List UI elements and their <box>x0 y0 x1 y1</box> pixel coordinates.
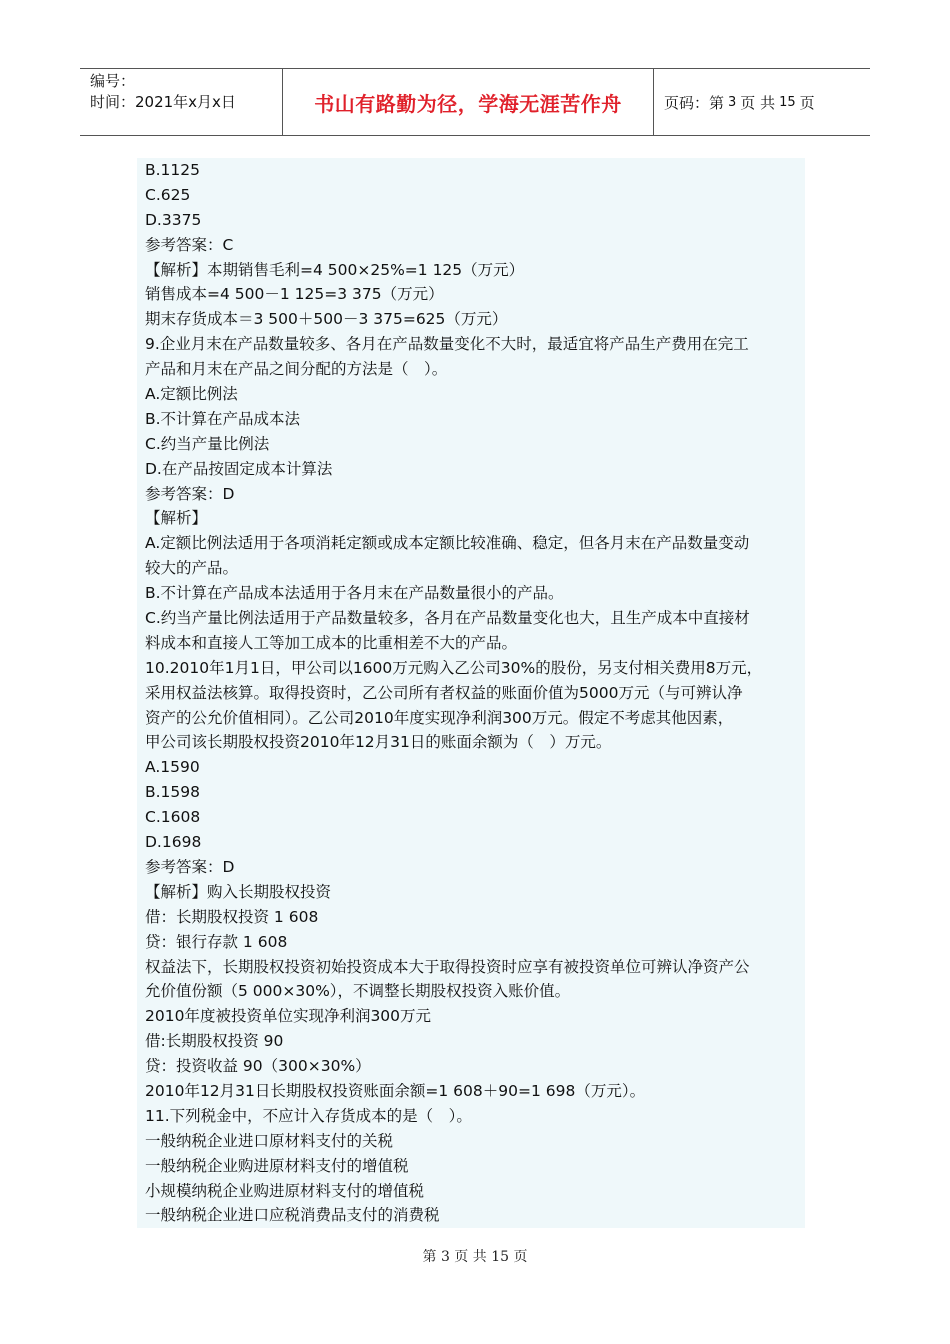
text-line: 2010年12月31日长期股权投资账面余额=1 608＋90=1 698（万元）。 <box>145 1081 646 1100</box>
text-line: 一般纳税企业进口原材料支付的关税 <box>145 1131 394 1150</box>
page-prefix: 页码：第 <box>664 93 725 112</box>
text-line: 小规模纳税企业购进原材料支付的增值税 <box>145 1181 425 1200</box>
page-current: 3 <box>728 94 737 110</box>
text-line: D.在产品按固定成本计算法 <box>145 459 333 478</box>
text-line: 甲公司该长期股权投资2010年12月31日的账面余额为（ ）万元。 <box>145 733 612 752</box>
text-line: 销售成本=4 500－1 125=3 375（万元） <box>145 285 444 304</box>
text-line: 参考答案：D <box>145 857 235 876</box>
text-line: 料成本和直接人工等加工成本的比重相差不大的产品。 <box>145 633 518 652</box>
text-line: 参考答案：D <box>145 484 235 503</box>
text-line: 借：长期股权投资 1 608 <box>145 907 319 926</box>
text-line: 贷：银行存款 1 608 <box>145 932 288 951</box>
text-line: 允价值份额（5 000×30%），不调整长期股权投资入账价值。 <box>145 982 571 1001</box>
text-line: 贷：投资收益 90（300×30%） <box>145 1057 371 1076</box>
text-line: A.定额比例法适用于各项消耗定额或成本定额比较准确、稳定，但各月末在产品数量变动 <box>145 534 750 553</box>
text-line: 采用权益法核算。取得投资时，乙公司所有者权益的账面价值为5000万元（与可辨认净 <box>145 683 743 702</box>
text-line: B.1598 <box>145 783 201 802</box>
text-line: B.不计算在产品成本法 <box>145 409 301 428</box>
text-line: 2010年度被投资单位实现净利润300万元 <box>145 1007 432 1026</box>
text-line: D.3375 <box>145 210 202 229</box>
number-label: 编号： <box>90 72 136 90</box>
text-line: 9.企业月末在产品数量较多、各月在产品数量变化不大时，最适宜将产品生产费用在完工 <box>145 335 749 354</box>
header-page-number <box>654 69 870 135</box>
page-total: 15 <box>779 94 796 110</box>
text-line: 一般纳税企业进口应税消费品支付的消费税 <box>145 1206 440 1225</box>
text-line: 资产的公允价值相同）。乙公司2010年度实现净利润300万元。假定不考虑其他因素， <box>145 708 734 727</box>
page-mid: 页 共 <box>740 93 776 112</box>
text-line: 10.2010年1月1日，甲公司以1600万元购入乙公司30%的股份，另支付相关费用8万元， <box>145 658 763 677</box>
text-line: 11.下列税金中，不应计入存货成本的是（ ）。 <box>145 1106 472 1125</box>
page-footer: 第 3 页 共 15 页 <box>422 1249 528 1265</box>
text-line: 权益法下，长期股权投资初始投资成本大于取得投资时应享有被投资单位可辨认净资产公 <box>145 957 750 976</box>
page-header <box>80 68 870 136</box>
header-motto-cell <box>283 69 654 135</box>
text-line: A.1590 <box>145 758 200 777</box>
text-line: C.约当产量比例法 <box>145 434 270 453</box>
text-line: B.1125 <box>145 161 201 179</box>
text-line: 较大的产品。 <box>145 559 239 578</box>
text-line: C.约当产量比例法适用于产品数量较多，各月在产品数量变化也大，且生产成本中直接材 <box>145 609 750 628</box>
text-line: 【解析】购入长期股权投资 <box>145 882 332 901</box>
text-line: 借:长期股权投资 90 <box>145 1032 284 1051</box>
document-body <box>145 158 815 1228</box>
text-line: A.定额比例法 <box>145 385 238 404</box>
text-line: C.625 <box>145 185 191 204</box>
motto-text: 书山有路勤为径，学海无涯苦作舟 <box>314 91 622 116</box>
page-suffix: 页 <box>799 93 815 112</box>
text-line: B.不计算在产品成本法适用于各月末在产品数量很小的产品。 <box>145 584 564 603</box>
text-line: 参考答案：C <box>145 235 234 254</box>
text-line: 一般纳税企业购进原材料支付的增值税 <box>145 1156 409 1175</box>
text-line: 【解析】本期销售毛利=4 500×25%=1 125（万元） <box>145 260 525 279</box>
text-line: D.1698 <box>145 833 202 852</box>
time-label: 时间：2021年x月x日 <box>90 93 236 111</box>
header-meta <box>80 69 283 135</box>
text-line: 期末存货成本＝3 500＋500－3 375=625（万元） <box>145 310 508 329</box>
text-line: 【解析】 <box>145 509 208 528</box>
text-line: 产品和月末在产品之间分配的方法是（ ）。 <box>145 360 448 379</box>
text-line: C.1608 <box>145 808 201 827</box>
